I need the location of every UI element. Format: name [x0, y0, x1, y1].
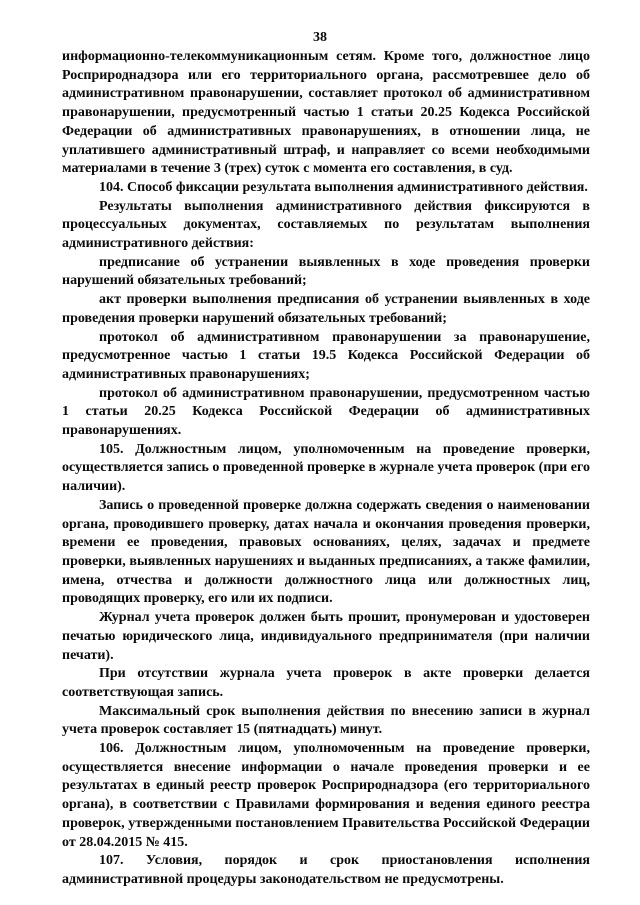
list-item-order: предписание об устранении выявленных в ходе проведения проверки нарушений обязательных требований; — [62, 254, 590, 289]
paragraph-no-journal: При отсутствии журнала учета проверок в акте проверки делается соответствующая запись. — [62, 666, 590, 700]
list-item-inspection-act: акт проверки выполнения предписания об устранении выявленных в ходе проведения проверки нарушений обязательных требований; — [62, 292, 590, 326]
paragraph-record-contents: Запись о проведенной проверке должна содержать сведения о наименовании органа, проводившего проверку, датах начала и окончания проведения проверки, времени ее проведения, правовых основаниях, целях, задачах и предмете проверки, выявленных нарушениях и выданных предписаниях, а также фамилии, имена, отчества и должности должностного лица или должностных лиц, проводящих проверку, его или их подписи. — [62, 497, 590, 607]
paragraph-continuation: информационно-телекоммуникационным сетям. Кроме того, должностное лицо Росприроднадзора или его территориального органа, рассмотревшее дело об административном правонарушении, составляет протокол об административном правонарушении, предусмотренный частью 1 статьи 20.25 Кодекса Российской Федерации об административных правонарушениях, в отношении лица, не уплатившего административный штраф, и направляет со всеми необходимыми материалами в течение 3 (трех) суток с момента его составления, в суд. — [62, 49, 590, 177]
page-number: 38 — [313, 30, 327, 45]
paragraph-results: Результаты выполнения административного действия фиксируются в процессуальных документах, составляемых по результатам выполнения административного действия: — [62, 198, 590, 252]
section-104-heading: 104. Способ фиксации результата выполнения административного действия. — [99, 179, 588, 195]
section-106: 106. Должностным лицом, уполномоченным на проведение проверки, осуществляется внесение информации о начале проведения проверки и ее результатах в единый реестр проверок Росприроднадзора (его территориального органа), в соответствии с Правилами формирования и ведения единого реестра проверок, утвержденными постановлением Правительства Российской Федерации от 28.04.2015 № 415. — [62, 741, 590, 850]
paragraph-max-time: Максимальный срок выполнения действия по внесению записи в журнал учета проверок составляет 15 (пятнадцать) минут. — [62, 703, 590, 738]
document-body — [62, 48, 590, 890]
list-item-protocol-19-5: протокол об административном правонарушении за правонарушение, предусмотренное частью 1 статьи 19.5 Кодекса Российской Федерации об административных правонарушениях; — [62, 329, 590, 382]
paragraph-journal-requirements: Журнал учета проверок должен быть прошит, пронумерован и удостоверен печатью юридического лица, индивидуального предпринимателя (при наличии печати). — [62, 610, 590, 663]
list-item-protocol-20-25: протокол об административном правонарушении, предусмотренном частью 1 статьи 20.25 Кодекса Российской Федерации об административных правонарушениях. — [62, 385, 590, 439]
section-107: 107. Условия, порядок и срок приостановления исполнения административной процедуры законодательством не предусмотрены. — [62, 853, 590, 887]
section-105: 105. Должностным лицом, уполномоченным на проведение проверки, осуществляется запись о проведенной проверке в журнале учета проверок (при его наличии). — [62, 441, 590, 495]
